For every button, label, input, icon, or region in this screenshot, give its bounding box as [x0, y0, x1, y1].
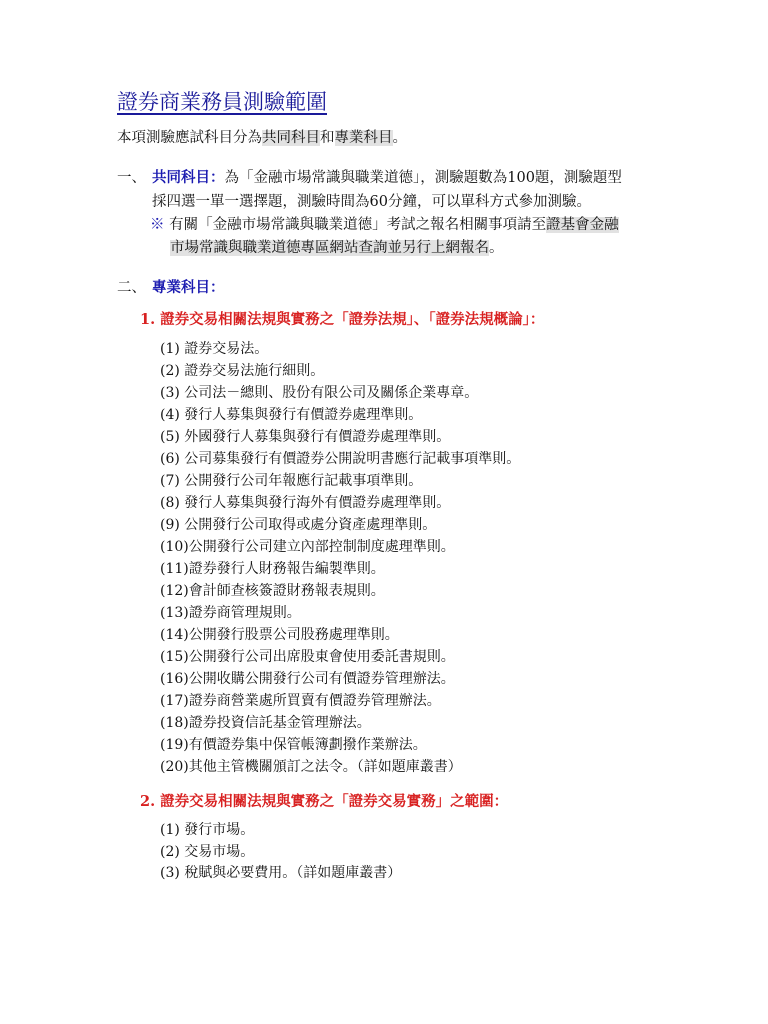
list-item: [160, 514, 520, 536]
list-item-text: 證券商管理規則。: [188, 605, 301, 621]
list-item-text: 外國發行人募集與發行有價證券處理準則。: [179, 429, 451, 445]
list-item: [160, 842, 401, 864]
list-item-text: 發行人募集與發行海外有價證券處理準則。: [179, 495, 451, 511]
intro-suffix: 。: [392, 130, 407, 146]
list-item-text: 公司募集發行有價證券公開說明書應行記載事項準則。: [179, 451, 521, 467]
list-item-number: (1): [160, 341, 180, 357]
list-item-number: (6): [160, 451, 180, 467]
page-title: 證券商業務員測驗範圍: [117, 90, 327, 114]
section1-note-line2: [170, 236, 504, 257]
list-item-number: (14): [160, 627, 189, 643]
note-mark: ※: [150, 217, 165, 233]
list-item-number: (3): [160, 865, 180, 881]
list-item: [160, 668, 520, 690]
list-item: [160, 863, 401, 885]
list-item: [160, 734, 520, 756]
list-item-number: (20): [160, 759, 189, 775]
section1-text-line1: 為「金融市場常識與職業道德」，測驗題數為100題，測驗題型: [224, 170, 622, 186]
list-item-number: (18): [160, 715, 189, 731]
list-item-number: (2): [160, 843, 180, 860]
list-item: [160, 492, 520, 514]
intro-prefix: 本項測驗應試科目分為: [117, 130, 262, 146]
subsection1-list: [160, 338, 520, 778]
list-item-text: 公開發行股票公司股務處理準則。: [188, 627, 399, 643]
list-item: [160, 470, 520, 492]
list-item: [160, 382, 520, 404]
section1-label: 共同科目：: [152, 169, 225, 186]
list-item-text: 證券投資信託基金管理辦法。: [188, 715, 371, 731]
list-item-text: 證券商營業處所買賣有價證券管理辦法。: [188, 693, 441, 709]
list-item-text: 交易市場。: [179, 843, 255, 860]
note-text-highlight: 證基會金融: [546, 217, 619, 233]
list-item-text: 證券發行人財務報告編製準則。: [188, 561, 385, 577]
list-item-number: (17): [160, 693, 189, 709]
list-item-number: (13): [160, 605, 189, 621]
list-item-text: 公開發行公司出席股東會使用委託書規則。: [188, 649, 455, 665]
section2-number: 二、: [117, 280, 146, 296]
section1-text-line2: 採四選一單一選擇題，測驗時間為60分鐘，可以單科方式參加測驗。: [152, 194, 591, 210]
list-item-number: (5): [160, 429, 180, 445]
intro-paragraph: [117, 126, 407, 147]
list-item: [160, 360, 520, 382]
subsection2-list: [160, 820, 401, 885]
list-item-number: (3): [160, 385, 180, 401]
list-item: [160, 602, 520, 624]
section2-label: [152, 276, 225, 297]
list-item: [160, 338, 520, 360]
list-item: [160, 580, 520, 602]
note-text-plain: 有關「金融市場常識與職業道德」考試之報名相關事項請至: [164, 217, 547, 233]
list-item-text: 公開發行公司取得或處分資產處理準則。: [179, 517, 437, 533]
list-item: [160, 820, 401, 842]
list-item-number: (4): [160, 407, 180, 423]
list-item-text: 會計師查核簽證財務報表規則。: [188, 583, 385, 599]
section1-number: 一、: [117, 170, 146, 186]
note-line2-highlight: 市場常識與職業道德專區網站查詢並另行上網報名: [170, 240, 489, 256]
list-item-text: 證券交易法施行細則。: [179, 363, 325, 379]
list-item: [160, 756, 520, 778]
list-item-text: 稅賦與必要費用。（詳如題庫叢書）: [179, 865, 402, 881]
list-item: [160, 712, 520, 734]
intro-term-common: 共同科目: [262, 130, 320, 146]
list-item: [160, 426, 520, 448]
list-item: [160, 448, 520, 470]
intro-mid: 和: [320, 130, 335, 146]
note-line2-end: 。: [489, 240, 504, 256]
list-item: [160, 624, 520, 646]
list-item-number: (12): [160, 583, 189, 599]
list-item-number: (11): [160, 561, 189, 577]
list-item-number: (16): [160, 671, 189, 687]
list-item-text: 公開發行公司年報應行記載事項準則。: [179, 473, 423, 489]
list-item-text: 公司法－總則、股份有限公司及關係企業專章。: [179, 385, 479, 401]
list-item-number: (19): [160, 737, 189, 753]
subsection2-heading: 2. 證券交易相關法規與實務之「證券交易實務」之範圍：: [140, 793, 509, 810]
list-item: [160, 404, 520, 426]
list-item-number: (15): [160, 649, 189, 665]
list-item-text: 發行市場。: [179, 822, 255, 838]
list-item-number: (8): [160, 495, 180, 511]
section2-label-text: 專業科目：: [152, 279, 225, 296]
list-item-number: (10): [160, 539, 189, 555]
list-item: [160, 558, 520, 580]
list-item-text: 發行人募集與發行有價證券處理準則。: [179, 407, 423, 423]
list-item: [160, 690, 520, 712]
list-item: [160, 536, 520, 558]
list-item-text: 公開發行公司建立內部控制制度處理準則。: [188, 539, 455, 555]
list-item-text: 證券交易法。: [179, 341, 269, 357]
section1-note-line1: [150, 213, 619, 234]
list-item-text: 有價證券集中保管帳簿劃撥作業辦法。: [188, 737, 427, 753]
list-item-number: (2): [160, 363, 180, 379]
subsection1-heading: 1. 證券交易相關法規與實務之「證券法規」、「證券法規概論」：: [140, 311, 545, 328]
list-item-text: 公開收購公開發行公司有價證券管理辦法。: [188, 671, 455, 687]
intro-term-professional: 專業科目: [334, 130, 393, 146]
list-item-number: (9): [160, 517, 180, 533]
list-item-text: 其他主管機關頒訂之法令。（詳如題庫叢書）: [188, 759, 462, 775]
list-item: [160, 646, 520, 668]
section1-line1: [152, 166, 622, 187]
list-item-number: (7): [160, 473, 180, 489]
list-item-number: (1): [160, 822, 180, 838]
